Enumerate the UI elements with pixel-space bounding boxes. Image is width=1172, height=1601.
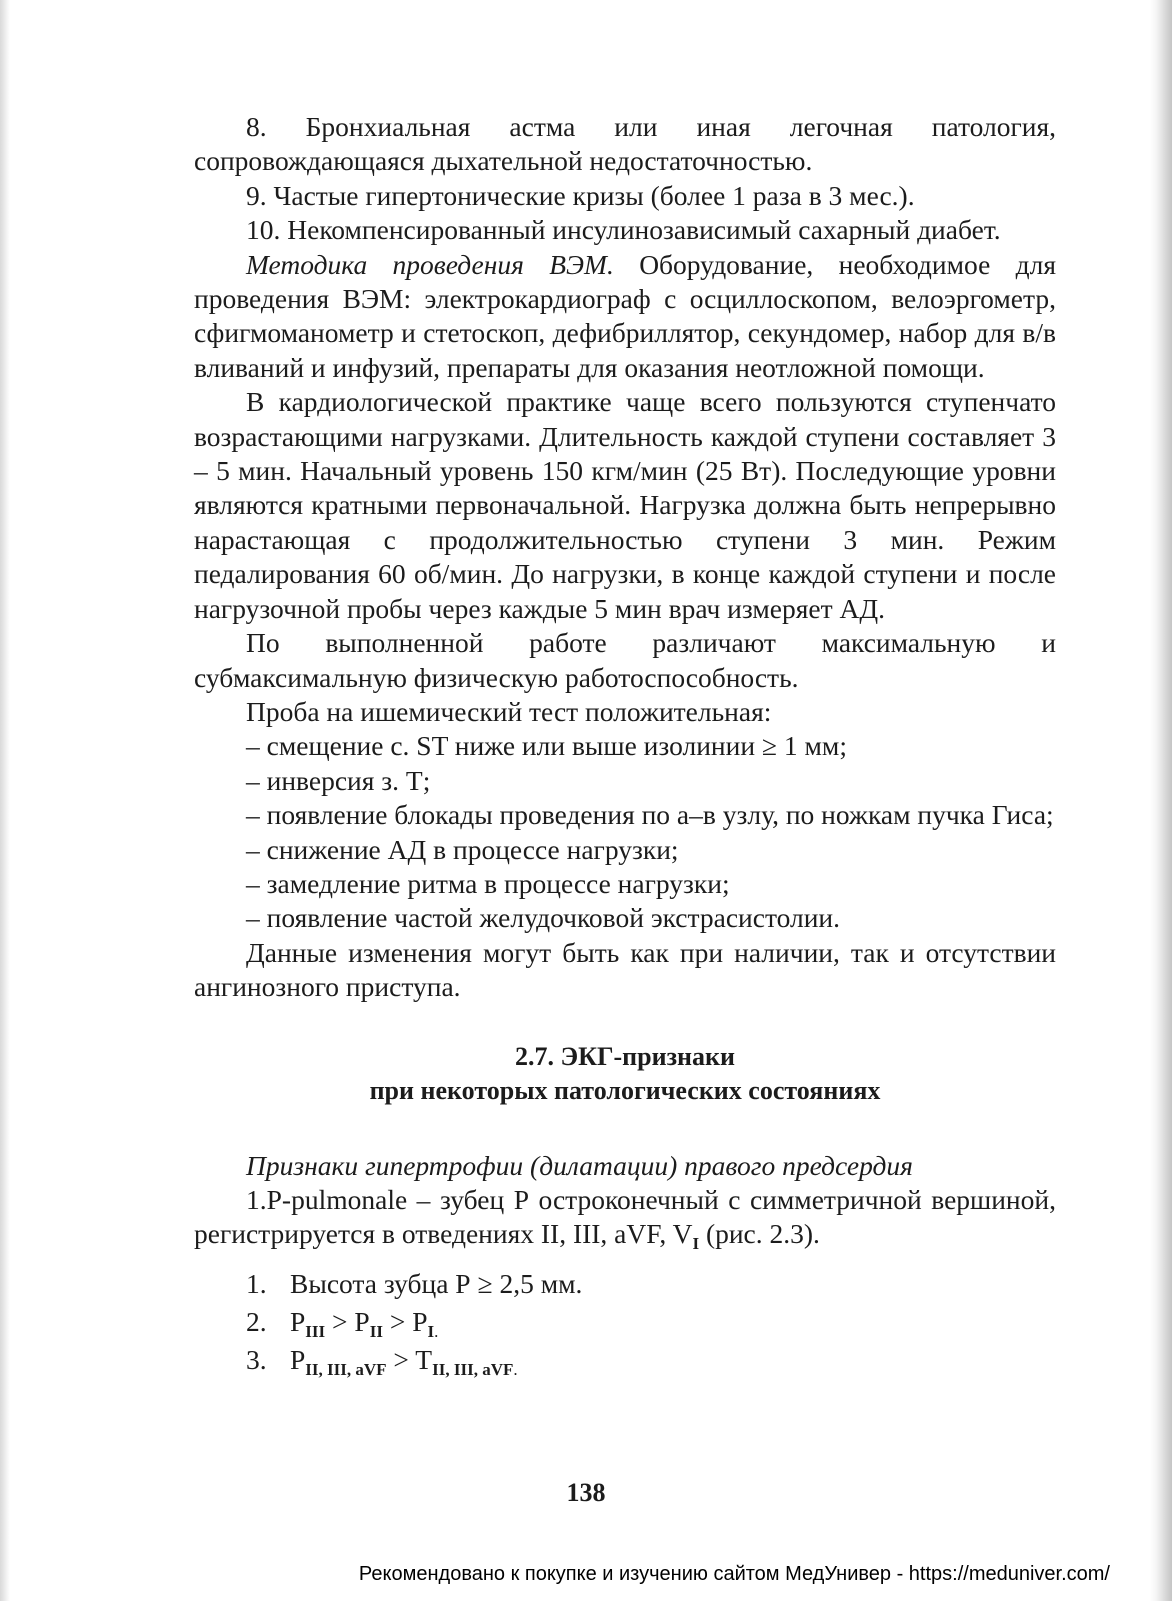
formula-subscript: II [369,1321,383,1341]
list-item-number: 1. [246,1267,267,1299]
pulmonale-subscript: I [692,1234,700,1254]
paragraph-item-8: 8. Бронхиальная астма или иная легочная патология, сопровождающаяся дыхательной недостаточностью. [194,111,1056,177]
formula-subscript: II, III, aVF [305,1359,387,1379]
list-item [194,1341,1056,1379]
formula-p: P [290,1305,306,1337]
test-intro: Проба на ишемический тест положительная: [246,695,772,727]
page-number: 138 [566,1478,606,1507]
paragraph-item-10: 10. Некомпенсированный инсулинозависимый сахарный диабет. [246,214,1001,246]
method-paragraph [194,248,1056,386]
page-edge-left [0,0,10,1601]
list-item [194,1265,1056,1303]
criteria-numbered-list [194,1265,1056,1379]
criterion-item: – появление блокады проведения по а–в узлу, по ножкам пучка Гиса; [246,799,1054,831]
section-heading [194,1040,1056,1108]
paragraph-item-9: 9. Частые гипертонические кризы (более 1 раза в 3 мес.). [246,179,915,211]
formula-subscript: II, III, aVF [432,1359,514,1379]
formula-subscript: I [427,1321,435,1341]
pulmonale-tail: (рис. 2.3). [699,1218,820,1250]
section-heading-line1: 2.7. ЭКГ-признаки [515,1041,735,1071]
method-title: Методика проведения ВЭМ. [246,248,614,280]
footer-link[interactable]: Рекомендовано к покупке и изучению сайтом МедУнивер - https://meduniver.com/ [358,1563,1110,1585]
page-content [194,110,1056,1379]
list-item-number: 3. [246,1343,267,1375]
subsection-title: Признаки гипертрофии (дилатации) правого предсердия [246,1149,913,1181]
page-edge-right [1150,0,1172,1601]
performance-paragraph: По выполненной работе различают максимальную и субмаксимальную физическую работоспособность. [194,627,1056,693]
criterion-item: – снижение АД в процессе нагрузки; [246,833,679,865]
formula-operator: > P [382,1305,428,1337]
conclusion-paragraph: Данные изменения могут быть как при наличии, так и отсутствии ангинозного приступа. [194,936,1056,1003]
list-item-number: 2. [246,1305,267,1337]
formula-end: . [513,1359,518,1379]
criterion-item: – смещение с. ST ниже или выше изолинии ≥ 1 мм; [246,730,847,762]
formula-p: P [290,1343,306,1375]
pulmonale-text: 1.P-pulmonale – зубец Р остроконечный с симметричной вершиной, регистрируется в отведениях II, III, aVF, V [194,1183,1056,1250]
section-heading-line2: при некоторых патологических состояниях [369,1075,881,1105]
criterion-item: – инверсия з. Т; [246,764,431,796]
practice-paragraph: В кардиологической практике чаще всего пользуются ступенчато возрастающими нагрузками. Длительность каждой ступени составляет 3 – 5 мин. Начальный уровень 150 кгм/мин (25 Вт). Последующие уровни являются кратными первоначальной. Нагрузка должна быть непрерывно нарастающая с продолжительностью ступени 3 мин. Режим педалирования 60 об/мин. До нагрузки, в конце каждой ступени и после нагрузочной пробы через каждые 5 мин врач измеряет АД. [194,386,1056,624]
formula-end: . [434,1321,439,1341]
list-item-text: Высота зубца Р ≥ 2,5 мм. [290,1267,583,1299]
formula-operator: > T [386,1343,433,1375]
criterion-item: – замедление ритма в процессе нагрузки; [246,867,730,899]
formula-operator: > P [325,1305,370,1337]
list-item [194,1303,1056,1341]
criterion-item: – появление частой желудочковой экстрасистолии. [246,902,841,934]
method-text: Оборудование, необходимое для проведения ВЭМ: электрокардиограф с осциллоскопом, велоэргометр, сфигмоманометр и стетоскоп, дефибриллятор, секундомер, набор для в/в вливаний и инфузий, препараты для оказания неотложной помощи. [194,248,1057,383]
formula-subscript: III [305,1321,326,1341]
pulmonale-paragraph [194,1183,1056,1262]
